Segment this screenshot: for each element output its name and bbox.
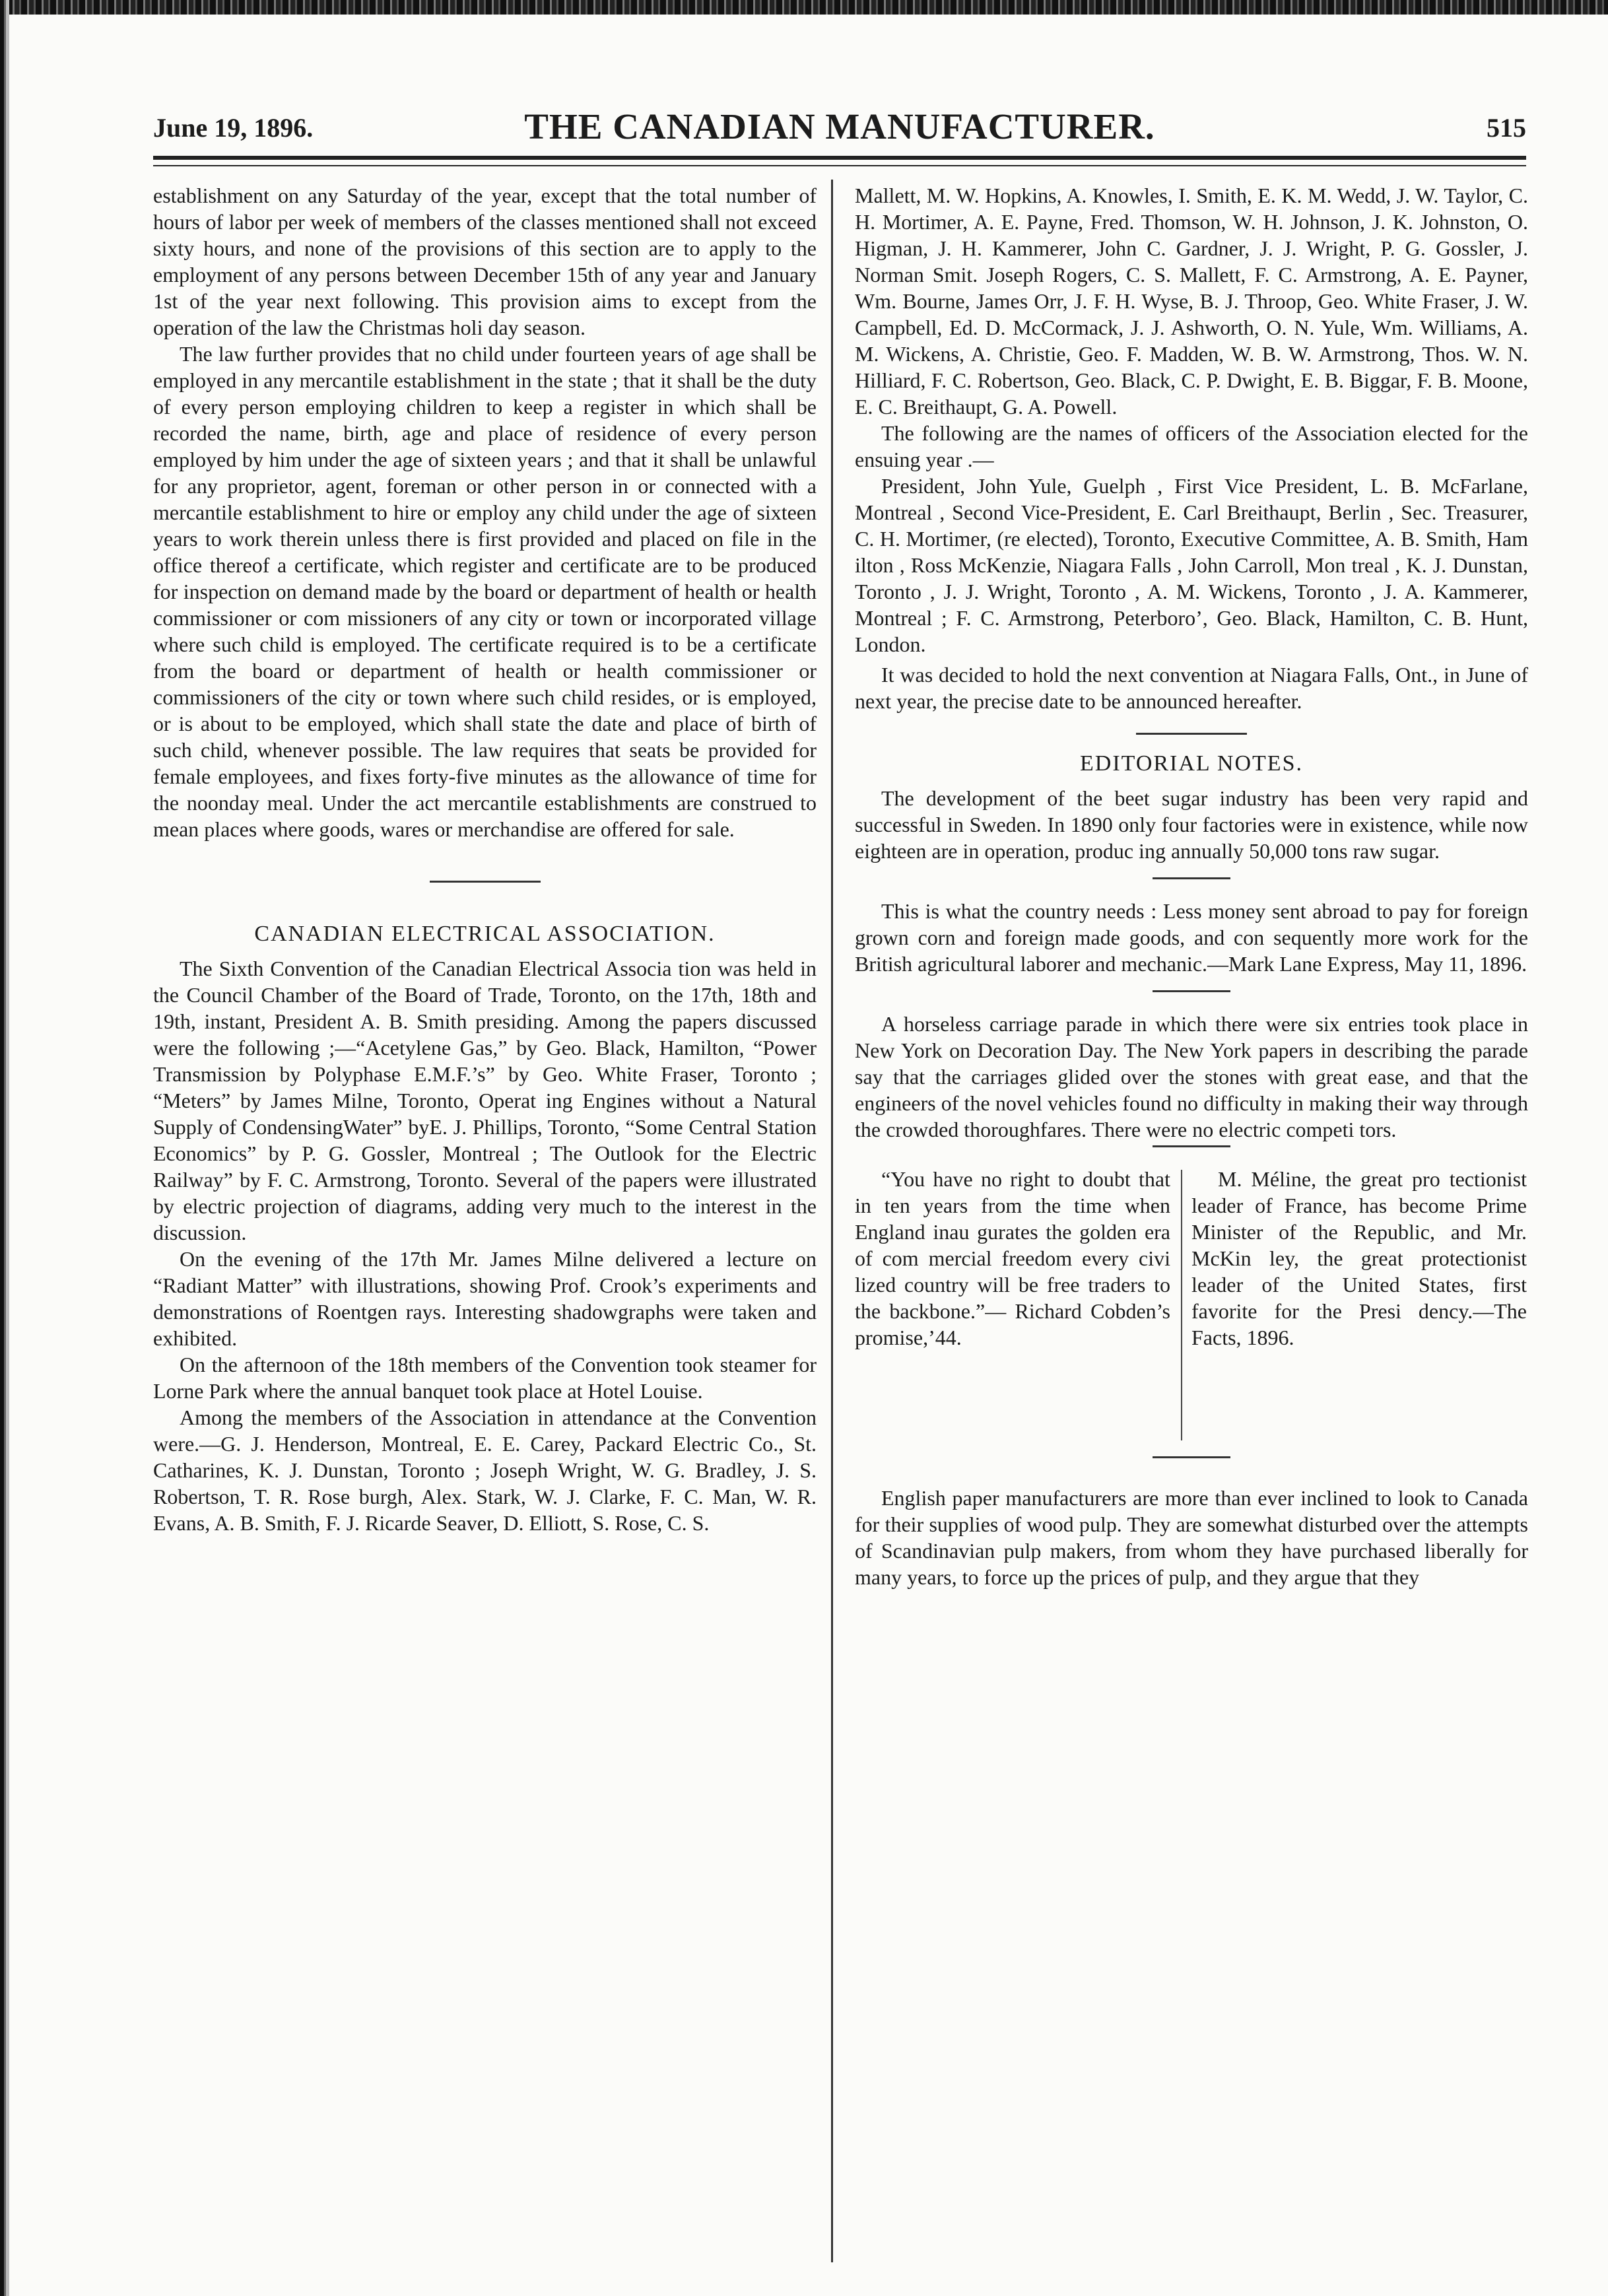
paragraph: President, John Yule, Guelph , First Vice President, L. B. McFarlane, Montreal , Second Vice-President, E. Carl Breithaupt, Berlin , Sec. Treasurer, C. H. Mortimer, (re elected), Toronto, Executive Committee, A. B. Smith, Ham ilton , Ross McKenzie, Niagara Falls , John Carroll, Mon treal , K. J. Dunstan, Toronto , J. J. Wright, Toronto , A. M. Wickens, Toronto , J. A. Kammerer, Montreal ; F. C. Armstrong, Peterboro’, Geo. Black, Hamilton, C. B. Hunt, London. (855, 474, 1528, 656)
paragraph: The development of the beet sugar industry has been very rapid and successful in Sweden. In 1890 only four factories were in existence, while now eighteen are in operation, produc ing annually 50,000 tons raw sugar. (855, 786, 1528, 863)
left-column (153, 182, 817, 1536)
issue-date: June 19, 1896. (153, 113, 314, 143)
paragraph: The law further provides that no child under fourteen years of age shall be employed in any mercantile establishment in the state ; that it shall be the duty of every person employing children to keep a register in which shall be recorded the name, birth, age and place of residence of every person employed by him under the age of sixteen years ; and that it shall be unlawful for any proprietor, agent, foreman or other person in or connected with a mercantile establishment to hire or employ any child under the age of sixteen years to work therein unless there is first provided and placed on file in the office thereof a certificate, which register and certificate are to be produced for inspection on demand made by the board or department of health or health commissioner or com missioners of any city or town or incorporated village where such child is employed. The certificate required is to be a certificate from the board or department of health or health commissioner or commissioners of the city or town where such child resides, or is employed, or is about to be employed, which shall state the date and place of birth of such child, whenever possible. The law requires that seats be provided for female employees, and fixes forty-five minutes as the allowance of time for the noonday meal. Under the act mercantile establishments are construed to mean places where goods, wares or merchandise are offered for sale. (153, 342, 817, 841)
quote-divider (1181, 1170, 1182, 1440)
header-rule-thin (153, 165, 1526, 166)
paragraph: On the afternoon of the 18th members of the Convention took steamer for Lorne Park where the annual banquet took place at Hotel Louise. (153, 1353, 817, 1403)
quote-right (1191, 1166, 1527, 1351)
note-divider (1153, 877, 1230, 879)
quote-left (855, 1166, 1170, 1351)
paragraph: Among the members of the Association in attendance at the Convention were.—G. J. Henderson, Montreal, E. E. Carey, Packard Electric Co., St. Catharines, K. J. Dunstan, Toronto ; Joseph Wright, W. G. Bradley, J. S. Robertson, T. R. Rose burgh, Alex. Stark, W. J. Clarke, F. C. Man, W. R. Evans, A. B. Smith, F. J. Ricarde Seaver, D. Elliott, S. Rose, C. S. (153, 1405, 817, 1535)
scan-left-edge (0, 0, 9, 2296)
header-rule-thick (153, 156, 1526, 160)
paragraph: The following are the names of officers of the Association elected for the ensuing year .— (855, 421, 1528, 471)
note-divider (1153, 1456, 1230, 1458)
paragraph: On the evening of the 17th Mr. James Milne delivered a lecture on “Radiant Matter” with illustrations, showing Prof. Crook’s experiments and demonstrations of Roentgen rays. Interesting shadowgraphs were taken and exhibited. (153, 1247, 817, 1350)
paragraph: A horseless carriage parade in which there were six entries took place in New York on Decoration Day. The New York papers in describing the parade say that the carriages glided over the stones with great ease, and that the engineers of the novel vehicles found no difficulty in making their way through the crowded thoroughfares. There were no electric competi tors. (855, 1012, 1528, 1141)
page-header (153, 99, 1526, 152)
note-divider (1153, 1145, 1230, 1147)
paragraph: It was decided to hold the next convention at Niagara Falls, Ont., in June of next year, the precise date to be announced hereafter. (855, 663, 1528, 713)
quote-text: “You have no right to doubt that in ten years from the time when England inau gurates the golden era of com mercial freedom every civi lized country will be free traders to the backbone.”— Richard Cobden’s promise,’44. (855, 1167, 1170, 1349)
quote-columns (855, 1166, 1528, 1451)
section-heading: EDITORIAL NOTES. (1080, 751, 1303, 776)
section-divider (430, 881, 541, 883)
quote-text: M. Méline, the great pro tectionist leader of France, has become Prime Minister of the Republic, and Mr. McKin ley, the great protectionist leader of the United States, first favorite for the Presi dency.—The Facts, 1896. (1191, 1167, 1527, 1349)
column-divider (831, 180, 833, 2262)
paragraph: The Sixth Convention of the Canadian Electrical Associa tion was held in the Council Chamber of the Board of Trade, Toronto, on the 17th, 18th and 19th, instant, President A. B. Smith presiding. Among the papers discussed were the following ;—“Acetylene Gas,” by Geo. Black, Hamilton, “Power Transmission by Polyphase E.M.F.’s” by Geo. White Fraser, Toronto ; “Meters” by James Milne, Toronto, Operat ing Engines without a Natural Supply of CondensingWater” byE. J. Phillips, Toronto, “Some Central Station Economics” by P. G. Gossler, Montreal ; The Outlook for the Electric Railway” by F. C. Armstrong, Toronto. Several of the papers were illustrated by electric projection of diagrams, adding very much to the interest in the discussion. (153, 957, 817, 1244)
paragraph: English paper manufacturers are more than ever inclined to look to Canada for their supplies of wood pulp. They are somewhat disturbed over the attempts of Scandinavian pulp makers, from whom they have purchased liberally for many years, to force up the prices of pulp, and they argue that they (855, 1486, 1528, 1589)
paragraph: establishment on any Saturday of the year, except that the total number of hours of labor per week of members of the classes mentioned shall not exceed sixty hours, and none of the provisions of this section are to apply to the employment of any persons between December 15th of any year and January 1st of the year next following. This provision aims to except from the operation of the law the Christmas holi day season. (153, 184, 817, 339)
publication-title: THE CANADIAN MANUFACTURER. (524, 106, 1155, 147)
right-column (855, 182, 1528, 1590)
page-number: 515 (1487, 113, 1526, 143)
section-heading: CANADIAN ELECTRICAL ASSOCIATION. (254, 922, 716, 946)
section-divider (1136, 733, 1247, 735)
paragraph: Mallett, M. W. Hopkins, A. Knowles, I. Smith, E. K. M. Wedd, J. W. Taylor, C. H. Mortimer, A. E. Payne, Fred. Thomson, W. H. Johnson, J. K. Johnston, O. Higman, J. H. Kammerer, John C. Gardner, J. J. Wright, P. G. Gossler, J. Norman Smit. Joseph Rogers, C. S. Mallett, F. C. Armstrong, A. E. Payner, Wm. Bourne, James Orr, J. F. H. Wyse, B. J. Throop, Geo. White Fraser, J. W. Campbell, Ed. D. McCormack, J. J. Ashworth, O. N. Yule, Wm. Williams, A. M. Wickens, A. Christie, Geo. F. Madden, W. B. W. Armstrong, Thos. W. N. Hilliard, F. C. Robertson, Geo. Black, C. P. Dwight, E. B. Biggar, F. B. Moone, E. C. Breithaupt, G. A. Powell. (855, 184, 1528, 419)
paragraph: This is what the country needs : Less money sent abroad to pay for foreign grown corn and foreign made goods, and con sequently more work for the British agricultural laborer and mechanic.—Mark Lane Express, May 11, 1896. (855, 899, 1528, 976)
note-divider (1153, 990, 1230, 992)
scan-top-edge (0, 0, 1608, 15)
